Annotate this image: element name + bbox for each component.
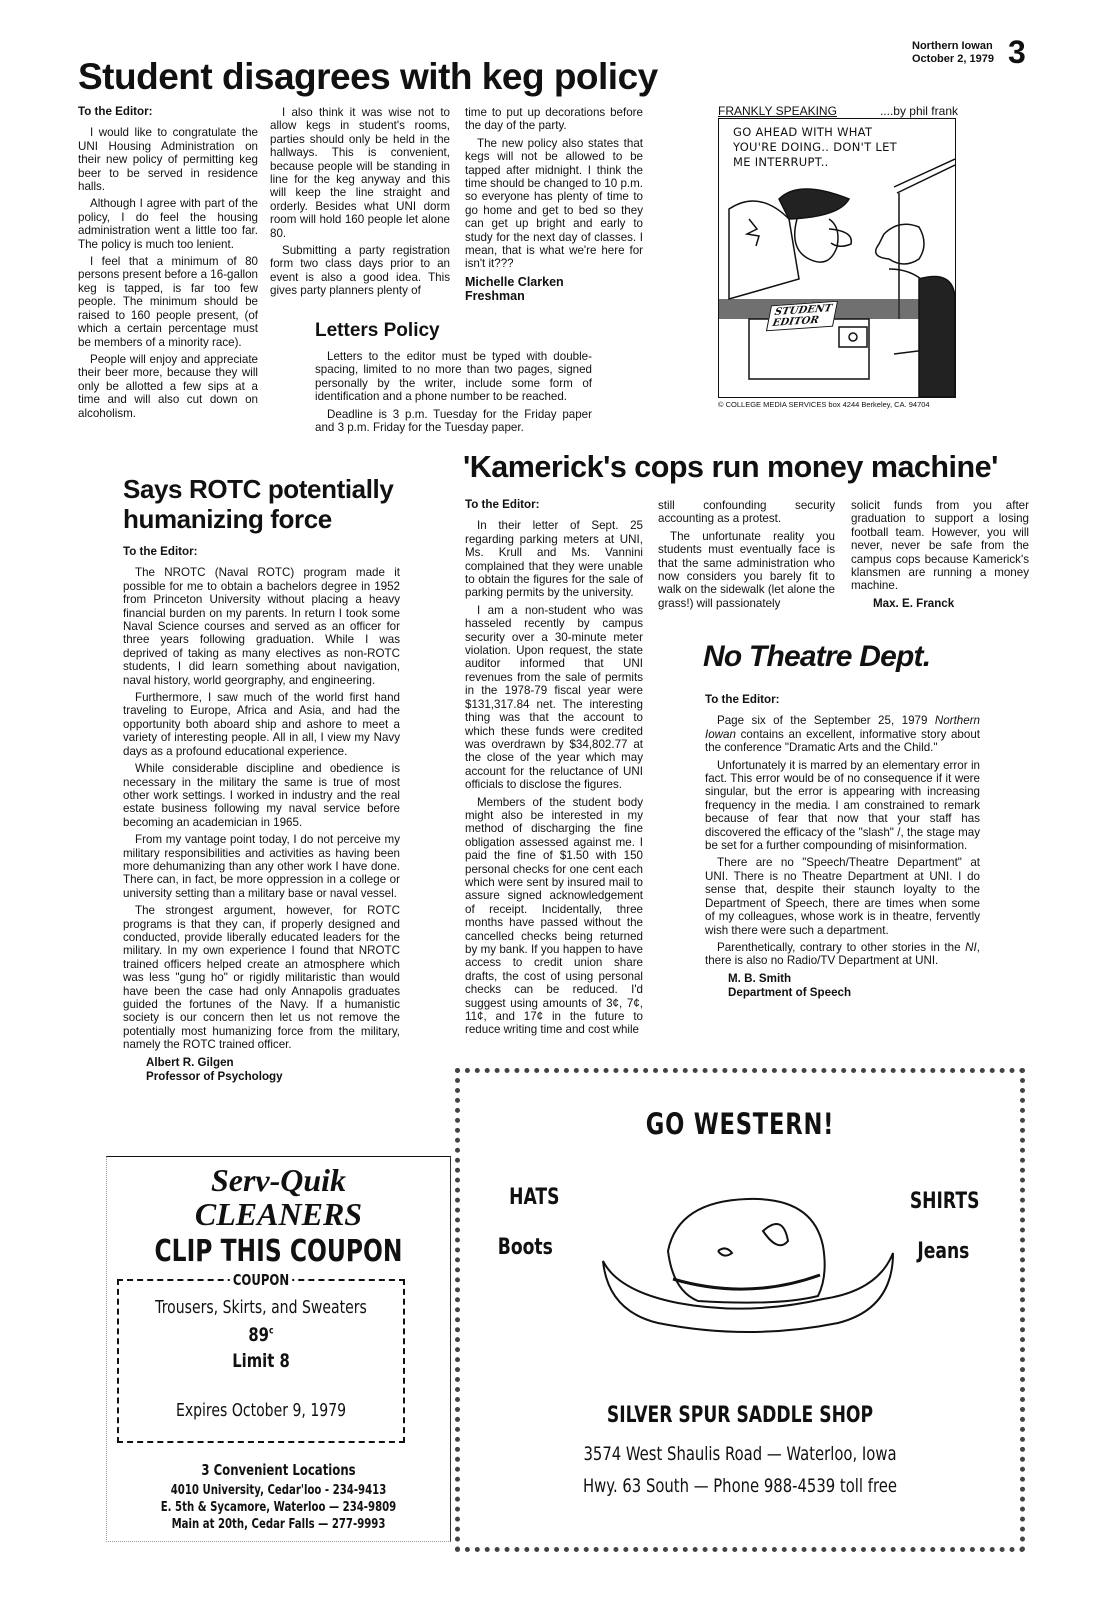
- coupon-limit: Limit 8: [232, 1350, 290, 1372]
- paragraph: Parenthetically, contrary to other stories in the NI, there is also no Radio/TV Department at UNI.: [705, 940, 980, 968]
- salutation: To the Editor:: [705, 693, 780, 706]
- paragraph: The NROTC (Naval ROTC) program made it possible for me to obtain a bachelors degree in 1952 from Princeton University without placing a heavy financial burden on my parents. In return I took some Naval Science courses and served as an officer for three years following graduation. While I was deprived of taking as many electives as non-ROTC students, I did learn something about navigation, naval history, world georgraphy, and engineering.: [123, 566, 400, 687]
- cartoon: [718, 104, 958, 414]
- student-editor-sign: STUDENT EDITOR: [766, 301, 838, 332]
- signature-title: Department of Speech: [728, 985, 852, 999]
- western-ad: [455, 1068, 1025, 1552]
- signature-name: M. B. Smith: [728, 971, 792, 985]
- coupon-label: COUPON: [230, 1271, 292, 1289]
- paragraph: In their letter of Sept. 25 regarding parking meters at UNI, Ms. Krull and Ms. Vannini complained that they were unable to obtain the figures for the sale of parking permits by the university.: [465, 519, 643, 600]
- cartoon-drawing: [719, 119, 955, 397]
- paragraph: solicit funds from you after graduation to support a losing football team. However, you will never, never be safe from the campus cops because Kamerick's klansmen are running a money machine.: [851, 499, 1029, 593]
- page-number: 3: [1008, 34, 1026, 70]
- signature-name: Albert R. Gilgen: [146, 1055, 234, 1069]
- kamerick-col-2: [658, 499, 835, 614]
- coupon-items: Trousers, Skirts, and Sweaters: [155, 1297, 367, 1318]
- cartoon-byline: ....by phil frank: [879, 104, 958, 118]
- paragraph: Deadline is 3 p.m. Tuesday for the Friday paper and 3 p.m. Friday for the Tuesday paper.: [315, 407, 592, 435]
- cartoon-title: FRANKLY SPEAKING: [718, 104, 837, 118]
- paragraph: still confounding security accounting as a protest.: [658, 499, 835, 526]
- masthead: [912, 40, 994, 66]
- signature-title: Professor of Psychology: [146, 1069, 283, 1083]
- paragraph: Submitting a party registration form two class days prior to an event is also a good idea. This gives party planners plenty of: [270, 244, 450, 298]
- coupon-expires: Expires October 9, 1979: [175, 1400, 347, 1421]
- paragraph: I am a non-student who was hasseled recently by campus security over a 30-minute meter violation. Upon request, the state auditor informed that UNI revenues from the sale of permits in the 1978-79 fiscal year were $131,317.84 net. The interesting thing was that the account to which these funds were credited was overdrawn by $34,802.77 at the close of the year which may account for the reluctance of UNI officials to disclose the figures.: [465, 603, 643, 792]
- kamerick-col-3: [851, 499, 1029, 611]
- cowboy-hat-icon: [598, 1191, 898, 1341]
- letters-policy-heading: Letters Policy: [315, 320, 440, 341]
- coupon[interactable]: [117, 1271, 405, 1443]
- keg-col-3: [465, 106, 643, 303]
- paragraph: People will enjoy and appreciate their beer more, because they will only be allotted a few sips at a time and will also cut down on alcoholism.: [78, 352, 258, 420]
- western-headline: GO WESTERN!: [645, 1107, 835, 1141]
- salutation: To the Editor:: [465, 498, 540, 511]
- keg-headline: Student disagrees with keg policy: [78, 56, 658, 97]
- item-jeans: Jeans: [917, 1239, 970, 1264]
- paragraph: There are no "Speech/Theatre Department" at UNI. There is no Theatre Department at UNI. I do sense that, despite their staunch loyalty to the Department of Speech, there are times when some of my colleagues, whose work is in theatre, fervently wish there were such a department.: [705, 856, 980, 937]
- paragraph: Although I agree with part of the policy, I do feel the housing administration went a little too far. The policy is much too lenient.: [78, 197, 258, 251]
- shop-address: 3574 West Shaulis Road — Waterloo, Iowa: [583, 1443, 897, 1465]
- keg-col-2: [270, 106, 450, 302]
- paragraph: The unfortunate reality you students must eventually face is that the same administration who now considers you barely fit to walk on the sidewalk (let alone the grass!) will passionately: [658, 529, 835, 610]
- paragraph: I also think it was wise not to allow kegs in student's rooms, parties should only be held in the hallways. This is convenient, because people will be standing in line for the keg anyway and this will keep the line straight and orderly. Besides what UNI dorm room will hold 160 people let alone 80.: [270, 106, 450, 240]
- item-hats: HATS: [509, 1185, 560, 1210]
- cleaners-name-2: CLEANERS: [194, 1196, 363, 1232]
- item-shirts: SHIRTS: [909, 1189, 980, 1214]
- paragraph: Letters to the editor must be typed with double-spacing, limited to no more than two pages, signed personally by the writer, include some form of identification and a phone number to be reached.: [315, 350, 592, 404]
- kamerick-col-1: [465, 498, 643, 1041]
- location: E. 5th & Sycamore, Waterloo — 234-9809: [160, 1500, 397, 1515]
- signature-title: Freshman: [465, 288, 525, 303]
- location: 4010 University, Cedar'loo - 234-9413: [170, 1483, 387, 1498]
- paragraph: The strongest argument, however, for ROTC programs is that they can, if properly designed and conducted, provide liberally educated leaders for the military. In my own experience I found that NROTC trained officers helped create an atmosphere which was less "gung ho" or rigidly militaristic than would have been the case had only Annapolis graduates guided the fortunes of the Navy. If a humanistic society is our concern then let us not remove the potentially most humanizing force from the military, namely the ROTC trained officer.: [123, 904, 400, 1052]
- cleaners-name-1: Serv-Quik: [210, 1162, 347, 1198]
- shop-name: SILVER SPUR SADDLE SHOP: [606, 1403, 874, 1428]
- paragraph: I feel that a minimum of 80 persons present before a 16-gallon keg is tapped, is far too few people. The minimum should be raised to 160 people present, (of which a certain percentage must be members of a minority race).: [78, 255, 258, 349]
- item-boots: Boots: [497, 1235, 553, 1260]
- paragraph: I would like to congratulate the UNI Housing Administration on their new policy of permitting keg beer to be served in residence halls.: [78, 126, 258, 194]
- salutation: To the Editor:: [123, 545, 198, 558]
- paragraph: From my vantage point today, I do not perceive my military responsibilities and activities as having been more dehumanizing than any other work I have done. There can, in fact, be more oppression in a college or university setting than a military base or naval vessel.: [123, 833, 400, 900]
- cartoon-copyright: © COLLEGE MEDIA SERVICES box 4244 Berkeley, CA. 94704: [718, 400, 930, 409]
- kamerick-headline: 'Kamerick's cops run money machine': [463, 450, 998, 484]
- rotc-body: [123, 545, 400, 1084]
- paragraph: time to put up decorations before the day of the party.: [465, 106, 643, 133]
- signature-name: Michelle Clarken: [465, 274, 564, 289]
- paragraph: Members of the student body might also be interested in my method of discharging the fine obligation assessed against me. I paid the fine of $1.50 with 150 personal checks for one cent each which were sent by insured mail to assure signed acknowledgement of receipt. Incidentally, three months have passed without the cancelled checks being returned by my bank. If you happen to have access to credit union share drafts, the cost of using personal checks can be reduced. I'd suggest using amounts of 3¢, 7¢, 11¢, and 17¢ in the future to reduce writing time and cost while: [465, 795, 643, 1037]
- locations-heading: 3 Convenient Locations: [201, 1461, 356, 1479]
- keg-col-1: [78, 105, 258, 424]
- cleaners-ad: [106, 1156, 451, 1542]
- clip-coupon-headline: CLIP THIS COUPON: [154, 1234, 403, 1269]
- rotc-headline: Says ROTC potentially humanizing force: [123, 474, 394, 534]
- paragraph: Page six of the September 25, 1979 Northern Iowan contains an excellent, informative story about the conference "Dramatic Arts and the Child.": [705, 714, 980, 755]
- paragraph: The new policy also states that kegs will not be allowed to be tapped after midnight. I think the time should be changed to 10 p.m. so everyone has plenty of time to go home and get to bed so they can get up bright and early to study for the next day of classes. I mean, that is what we're here for isn't it???: [465, 136, 643, 271]
- paragraph: While considerable discipline and obedience is necessary in the military the same is true of most other work settings. I worked in industry and the real estate business following my naval service before becoming an academician in 1965.: [123, 762, 400, 829]
- location: Main at 20th, Cedar Falls — 277-9993: [171, 1517, 386, 1532]
- theatre-body: [705, 693, 980, 1000]
- coupon-price: 89$^c$: [248, 1324, 274, 1346]
- issue-date: October 2, 1979: [912, 53, 994, 65]
- paper-name: Northern Iowan: [912, 40, 993, 52]
- theatre-headline: No Theatre Dept.: [703, 640, 931, 673]
- signature-name: Max. E. Franck: [873, 596, 955, 610]
- paragraph: Furthermore, I saw much of the world first hand traveling to Europe, Africa and Asia, and had the opportunity both aboard ship and ashore to meet a variety of interesting people. All in all, I view my Navy days as a profound educational experience.: [123, 691, 400, 758]
- speech-bubble: GO AHEAD WITH WHAT YOU'RE DOING.. DON'T LET ME INTERRUPT..: [733, 125, 897, 169]
- letters-policy-body: [315, 350, 592, 438]
- paragraph: Unfortunately it is marred by an elementary error in fact. This error would be of no consequence if it were singular, but the error is appearing with increasing frequency in the media. I am constrained to remark because of fear that now that your staff has discovered the efficacy of the "slash" /, the stage may be set for a further compounding of misinformation.: [705, 758, 980, 853]
- salutation: To the Editor:: [78, 105, 153, 118]
- shop-phone: Hwy. 63 South — Phone 988-4539 toll free: [583, 1475, 897, 1497]
- cartoon-panel: [718, 118, 956, 398]
